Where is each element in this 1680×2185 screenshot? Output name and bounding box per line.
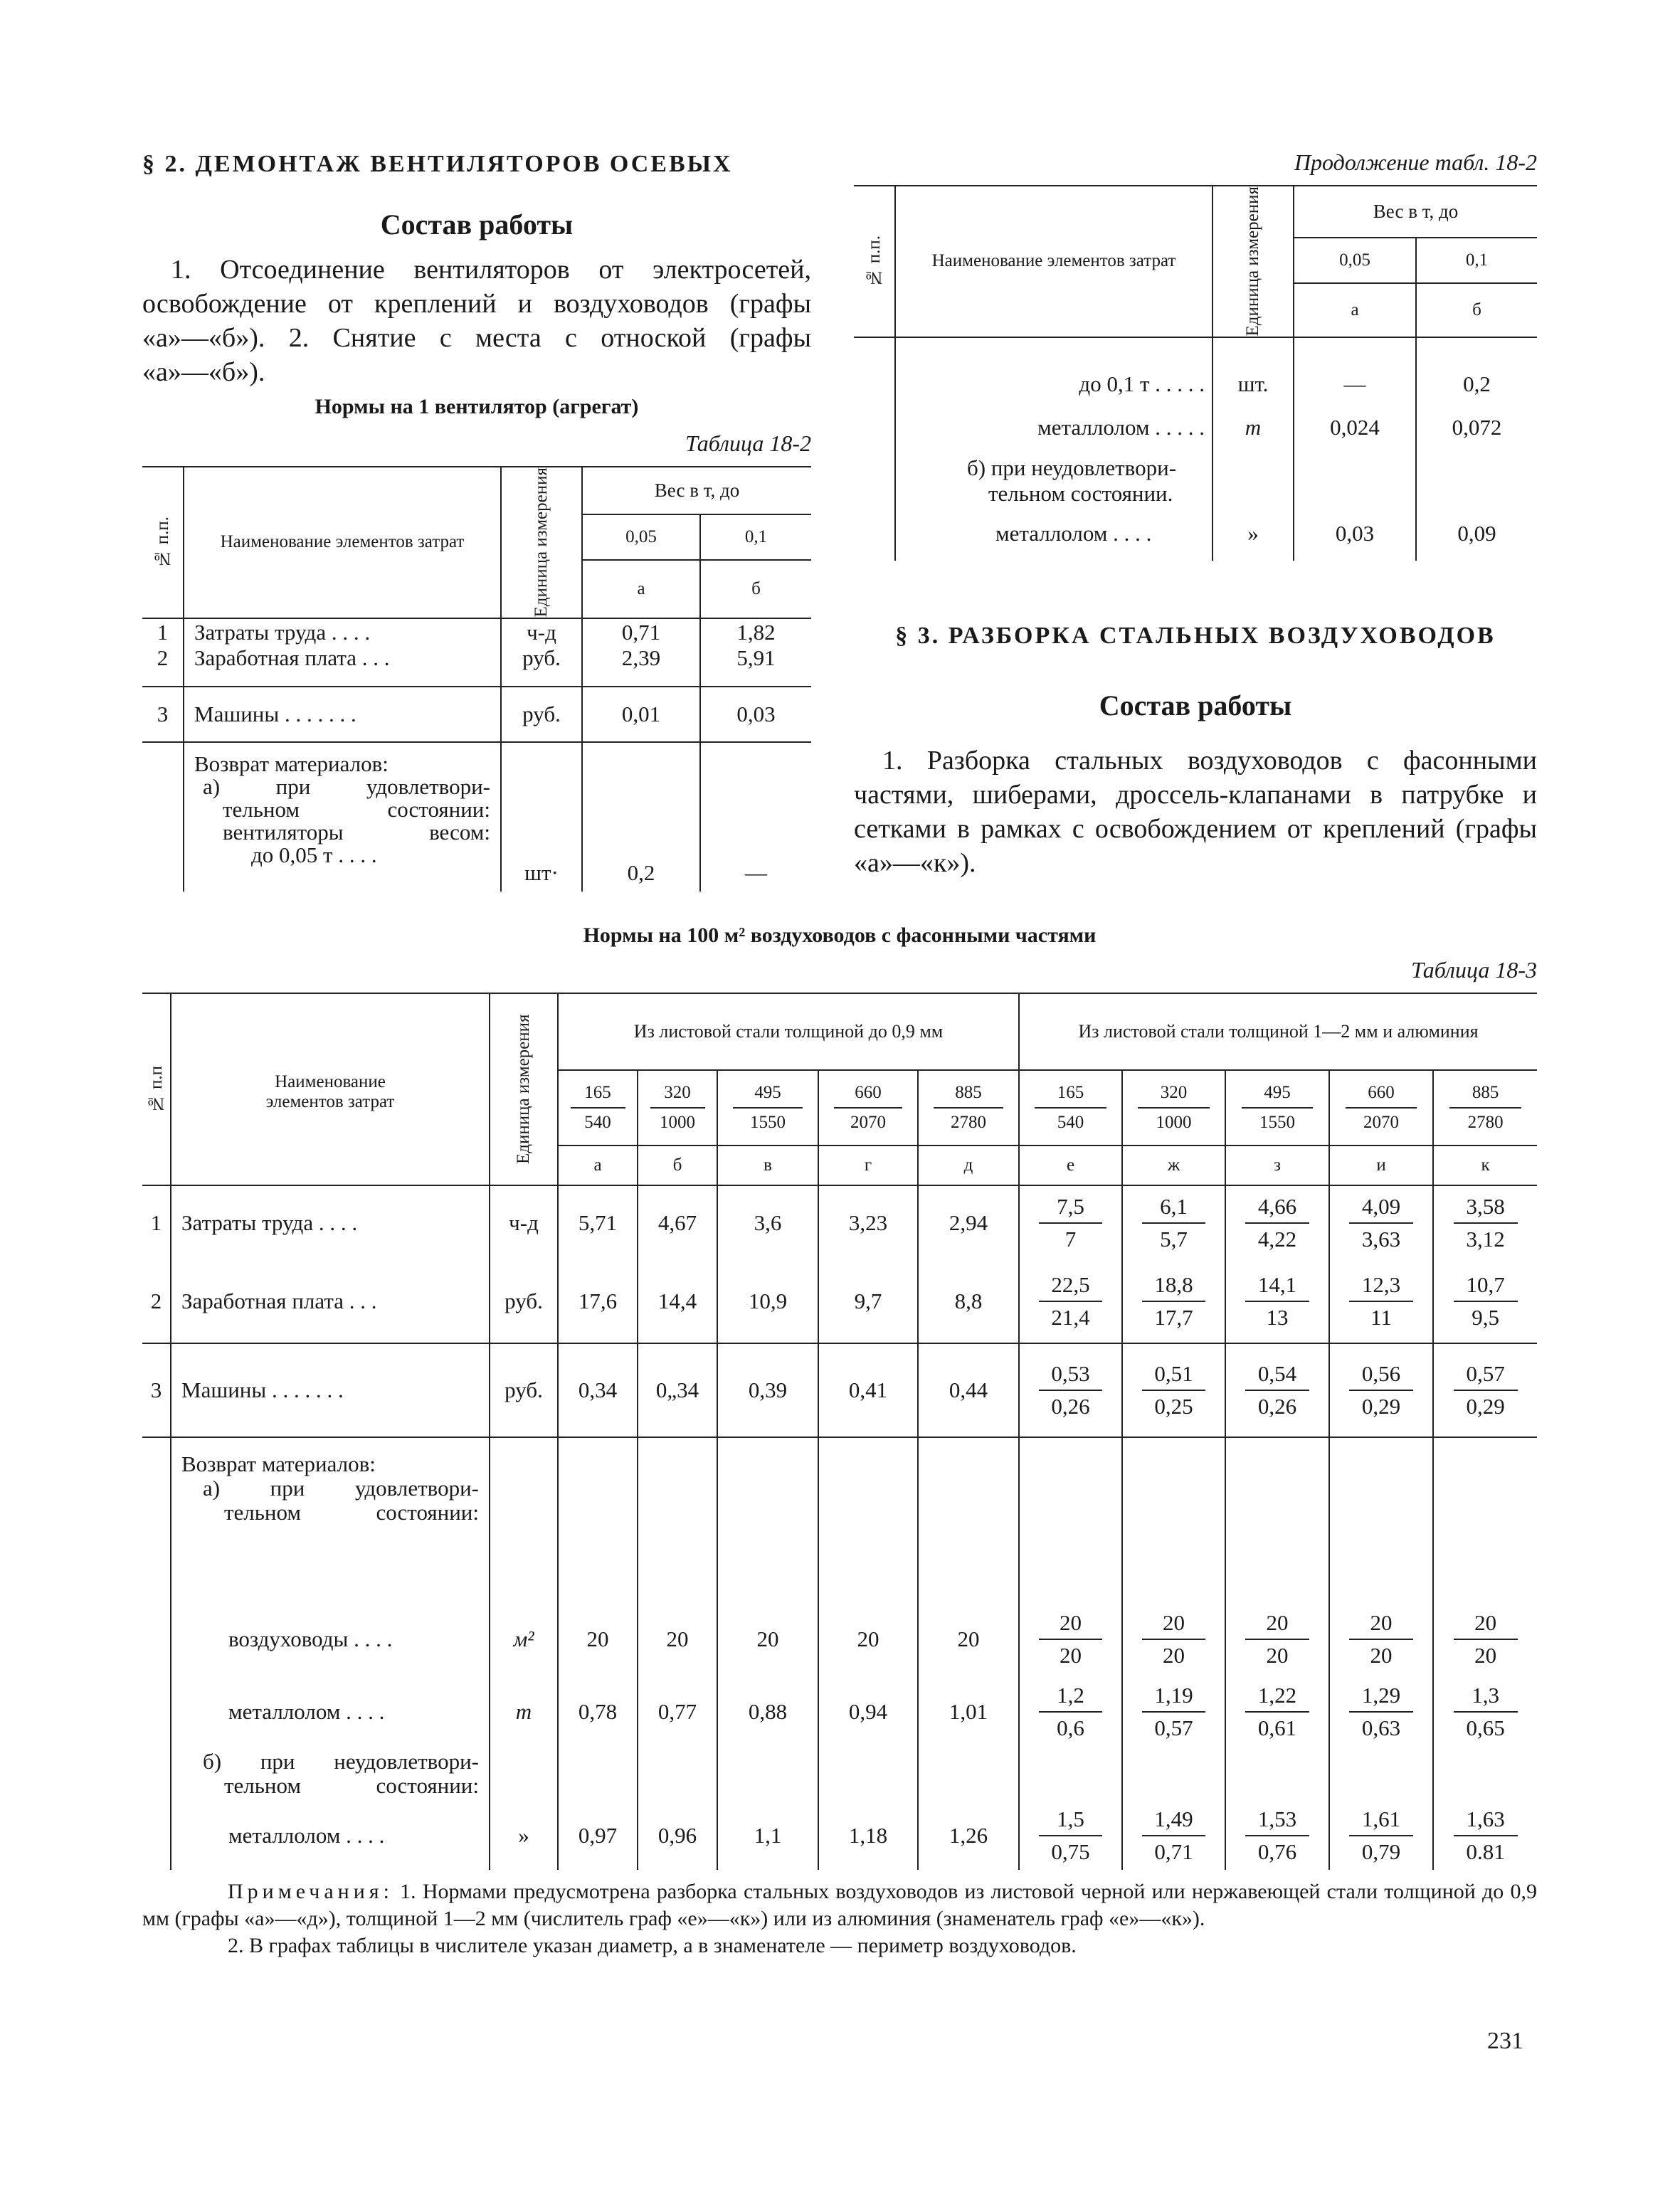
col-letter-4: д: [918, 1146, 1019, 1185]
table-row: 1 Затраты труда . . . . ч-д 0,71 1,82: [142, 618, 811, 645]
table-row: металлолом . . . . » 0,03 0,09: [854, 507, 1537, 561]
col-letter-0: а: [558, 1146, 638, 1185]
col-name-header: Наименование элементов затрат: [220, 532, 465, 552]
col-letter-6: ж: [1122, 1146, 1225, 1185]
col-letter-8: и: [1329, 1146, 1433, 1185]
table-18-3: [142, 993, 1537, 1870]
table-row-return: Возврат материалов: а) при удовлетвори- тельном состоянии: вентиляторы весом: до 0,05 т . . . . шт· 0,2 —: [142, 742, 811, 892]
table-row-return-subheader: б) при неудовлетвори- тельном состоянии:: [142, 1746, 1537, 1802]
note-2: 2. В графах таблицы в числителе указан диаметр, а в знаменателе — периметр воздуховодов.: [228, 1934, 1077, 1957]
col-letter-1: б: [638, 1146, 717, 1185]
col-size-4: $\frac{885}{2780}$: [918, 1070, 1019, 1146]
table-row: металлолом . . . . . т 0,024 0,072: [854, 403, 1537, 453]
notes-label: Примечания:: [228, 1880, 393, 1903]
section2-text: 1. Отсоединение вентиляторов от электросетей, освобождение от креплений и воздуховодов (графы «а»—«б»). 2. Снятие с места с отноской (графы «а»—«б»).: [142, 255, 811, 387]
table-row: тельном состоянии.: [854, 481, 1537, 507]
col-unit-header: Единица измерения: [1243, 186, 1262, 337]
col-letter-a: а: [582, 560, 700, 618]
table-row: до 0,1 т . . . . . шт. — 0,2: [854, 337, 1537, 403]
col-size-8: $\frac{660}{2070}$: [1329, 1070, 1433, 1146]
col-size-5: $\frac{165}{540}$: [1019, 1070, 1122, 1146]
group1-header: Из листовой стали толщиной до 0,9 мм: [558, 993, 1019, 1070]
section2-subheading: Состав работы: [380, 208, 574, 240]
col-letter-b: б: [700, 560, 811, 618]
col-name-header: Наименование элементов затрат: [265, 1072, 395, 1111]
col-name-header: Наименование элементов затрат: [931, 251, 1176, 271]
table-row: 3 Машины . . . . . . . руб. 0,01 0,03: [142, 687, 811, 742]
table-18-2-continued: № п.п. Наименование элементов затрат Единица измерения Вес в т, до 0,05 0,1 а б до 0,1 т . . . . . шт. — 0,2 металлолом . . . . . т 0,024 0,072 б) при неудовлетвори- тельном состоянии. металлолом . . . . » 0,03 0,09: [854, 185, 1537, 561]
notes: [142, 1878, 1537, 1959]
table18-3-number: Таблица 18-3: [1411, 957, 1537, 983]
table-18-2: [142, 466, 811, 892]
table-row: металлолом . . . . т 0,78 0,77 0,88 0,94 1,01 $\frac{1,2}{0,6}$ $\frac{1,19}{0,57}$ $\frac{1,22}{0,61}$ $\frac{1,29}{0,63}$ $\frac{1,3}{0,65}$: [142, 1678, 1537, 1746]
col-num-header: № п.п: [146, 1065, 166, 1113]
col-weight-0-1: 0,1: [700, 514, 811, 560]
col-size-2: $\frac{495}{1550}$: [717, 1070, 818, 1146]
weight-header: Вес в т, до: [1294, 186, 1537, 238]
table18-2-caption: Нормы на 1 вентилятор (агрегат): [315, 395, 639, 418]
col-unit-header: Единица измерения: [532, 467, 551, 618]
col-size-0: $\frac{165}{540}$: [558, 1070, 638, 1146]
table-row: 2 Заработная плата . . . руб. 2,39 5,91: [142, 645, 811, 687]
group2-header: Из листовой стали толщиной 1—2 мм и алюминия: [1019, 993, 1537, 1070]
col-letter-7: з: [1225, 1146, 1329, 1185]
col-size-3: $\frac{660}{2070}$: [818, 1070, 918, 1146]
col-letter-5: е: [1019, 1146, 1122, 1185]
table18-3-caption: Нормы на 100 м² воздуховодов с фасонными частями: [583, 924, 1097, 947]
col-letter-9: к: [1433, 1146, 1537, 1185]
note-1: 1. Нормами предусмотрена разборка стальных воздуховодов из листовой черной или нержавеющей стали толщиной до 0,9 мм (графы «а»—«д»), толщиной 1—2 мм (числитель граф «е»—«к») или из алюминия (знаменатель граф «е»—«к»).: [142, 1880, 1537, 1930]
table-row: б) при неудовлетвори-: [854, 453, 1537, 481]
col-size-7: $\frac{495}{1550}$: [1225, 1070, 1329, 1146]
col-weight-0-05: 0,05: [582, 514, 700, 560]
col-unit-header: Единица измерения: [514, 1014, 533, 1165]
section3-text: 1. Разборка стальных воздуховодов с фасонными частями, шиберами, дроссель-клапанами в патрубке и сетками в рамках с освобождением от креплений (графы «а»—«к»).: [854, 746, 1537, 878]
table-row: 3 Машины . . . . . . . руб. 0,34 0„34 0,39 0,41 0,44 $\frac{0,53}{0,26}$ $\frac{0,51}{0,25}$ $\frac{0,54}{0,26}$ $\frac{0,56}{0,29}$ $\frac{0,57}{0,29}$: [142, 1343, 1537, 1437]
table-row: воздуховоды . . . . м² 20 20 20 20 20 $\frac{20}{20}$ $\frac{20}{20}$ $\frac{20}{20}$ $\frac{20}{20}$ $\frac{20}{20}$: [142, 1601, 1537, 1678]
col-size-1: $\frac{320}{1000}$: [638, 1070, 717, 1146]
col-num-header: № п.п.: [152, 517, 172, 568]
section3-subheading: Состав работы: [1099, 689, 1292, 721]
col-num-header: № п.п.: [864, 236, 884, 287]
table-row-return-header: Возврат материалов: а) при удовлетвори- тельном состоянии:: [142, 1437, 1537, 1601]
col-size-6: $\frac{320}{1000}$: [1122, 1070, 1225, 1146]
table-row: 1 Затраты труда . . . . ч-д 5,71 4,67 3,6 3,23 2,94 $\frac{7,5}{7}$ $\frac{6,1}{5,7}$ $\frac{4,66}{4,22}$ $\frac{4,09}{3,63}$ $\frac{3,58}{3,12}$: [142, 1185, 1537, 1259]
section2-heading: § 2. ДЕМОНТАЖ ВЕНТИЛЯТОРОВ ОСЕВЫХ: [142, 151, 733, 177]
table18-2-number: Таблица 18-2: [685, 430, 811, 456]
page-number: 231: [1487, 2028, 1523, 2054]
col-letter-2: в: [717, 1146, 818, 1185]
table-row: металлолом . . . . » 0,97 0,96 1,1 1,18 1,26 $\frac{1,5}{0,75}$ $\frac{1,49}{0,71}$ $\frac{1,53}{0,76}$ $\frac{1,61}{0,79}$ $\frac{1,63}{0.81}$: [142, 1802, 1537, 1870]
section3-heading: § 3. РАЗБОРКА СТАЛЬНЫХ ВОЗДУХОВОДОВ: [895, 623, 1496, 649]
col-letter-3: г: [818, 1146, 918, 1185]
col-size-9: $\frac{885}{2780}$: [1433, 1070, 1537, 1146]
table18-2-cont-title: Продолжение табл. 18-2: [1294, 149, 1537, 175]
weight-header: Вес в т, до: [582, 467, 811, 514]
table-row: 2 Заработная плата . . . руб. 17,6 14,4 10,9 9,7 8,8 $\frac{22,5}{21,4}$ $\frac{18,8}{17,7}$ $\frac{14,1}{13}$ $\frac{12,3}{11}$ $\frac{10,7}{9,5}$: [142, 1259, 1537, 1343]
